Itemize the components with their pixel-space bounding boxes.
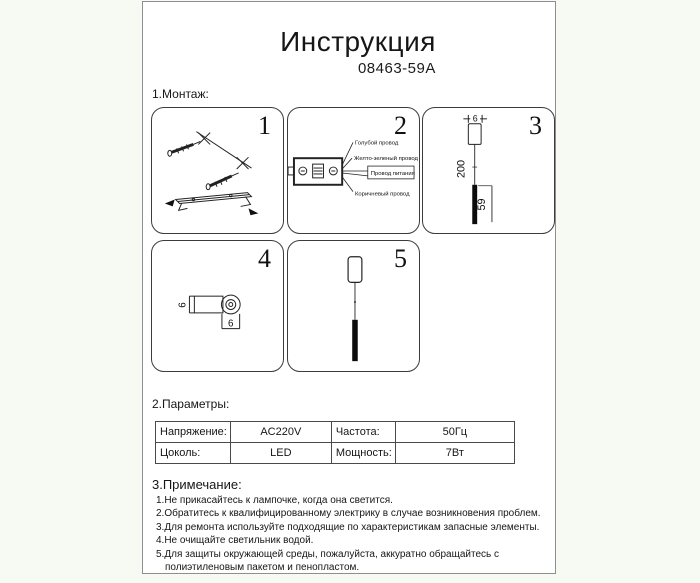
instruction-sheet bbox=[142, 1, 556, 574]
section-notes-label: 3.Примечание: bbox=[152, 477, 242, 492]
panel-number: 3 bbox=[529, 111, 542, 140]
panel-number: 1 bbox=[258, 111, 271, 140]
parameters-table bbox=[155, 421, 515, 464]
dim-canopy-diameter: 6 bbox=[228, 318, 234, 330]
wire-label-brown: Коричневый провод bbox=[354, 191, 410, 198]
param-voltage-value: AC220V bbox=[230, 422, 331, 443]
note-item: 2.Обратитесь к квалифицированному электрику в случае возникновения проблем. bbox=[156, 508, 541, 520]
param-base-value: LED bbox=[230, 443, 331, 464]
header bbox=[143, 26, 555, 78]
dim-canopy-height: 6 bbox=[177, 302, 189, 308]
wire-label-yellow-green: Желто-зеленый провод bbox=[353, 156, 418, 163]
param-power-value: 7Вт bbox=[395, 443, 514, 464]
table-row bbox=[156, 422, 515, 443]
section-montage-label: 1.Монтаж: bbox=[152, 87, 209, 101]
lamp-tube-shape bbox=[352, 320, 358, 361]
wire-label-blue: Голубой провод bbox=[354, 140, 399, 147]
dim-canopy-width: 6 bbox=[472, 113, 478, 124]
montage-step-5-panel bbox=[287, 240, 420, 372]
panel-number: 4 bbox=[258, 244, 271, 273]
montage-step-1-panel bbox=[151, 107, 284, 234]
dim-tube-length: 59 bbox=[476, 198, 489, 211]
note-item: 5.Для защиты окружающей среды, пожалуйста, аккуратно обращайтесь с полиэтиленовым пакетом и пенопластом. bbox=[156, 548, 500, 574]
param-power-label: Мощность: bbox=[331, 443, 395, 464]
wire-label-power: Провод питания bbox=[370, 170, 415, 177]
note-item: 4.Не очищайте светильник водой. bbox=[156, 535, 314, 547]
param-voltage-label: Напряжение: bbox=[156, 422, 231, 443]
montage-step-3-panel bbox=[422, 107, 555, 234]
model-number: 08463-59A bbox=[357, 60, 436, 77]
section-params-label: 2.Параметры: bbox=[152, 397, 230, 411]
page-title: Инструкция bbox=[280, 26, 436, 57]
montage-step-2-panel bbox=[287, 107, 420, 234]
panel-number: 2 bbox=[394, 111, 407, 140]
panel-number: 5 bbox=[394, 244, 407, 273]
param-base-label: Цоколь: bbox=[156, 443, 231, 464]
param-frequency-value: 50Гц bbox=[395, 422, 514, 443]
note-item: 1.Не прикасайтесь к лампочке, когда она светится. bbox=[156, 495, 393, 506]
notes-list bbox=[156, 494, 552, 574]
table-row bbox=[156, 443, 515, 464]
dim-cable-length: 200 bbox=[455, 160, 468, 179]
note-item: 3.Для ремонта используйте подходящие по характеристикам запасные элементы. bbox=[156, 521, 540, 533]
montage-step-4-panel bbox=[151, 240, 284, 372]
param-frequency-label: Частота: bbox=[331, 422, 395, 443]
